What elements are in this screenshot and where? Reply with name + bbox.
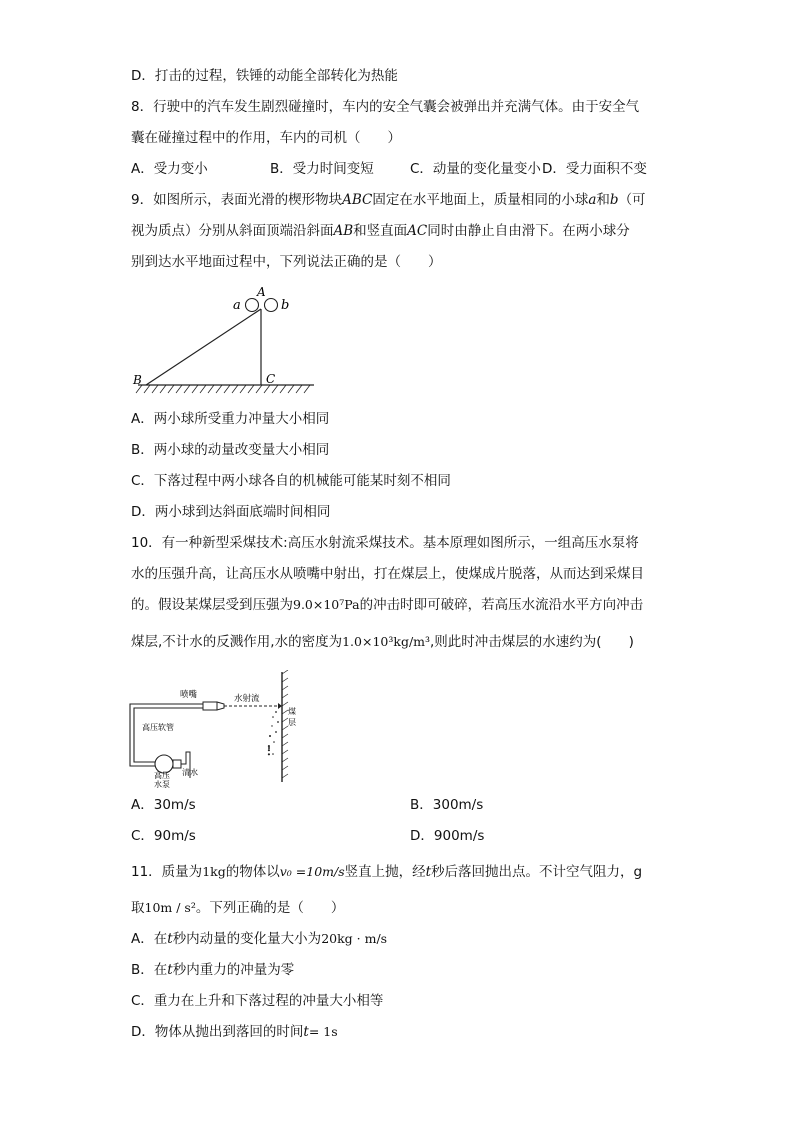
q8-option-d: D．受力面积不变 [542, 161, 647, 177]
q11-option-a: A．在t秒内动量的变化量大小为20kg · m/s [131, 931, 388, 947]
q10-stem-line-4: 煤层,不计水的反溅作用,水的密度为1.0×10³kg/m³,则此时冲击煤层的水速约为( ) [131, 634, 634, 650]
wedge-figure [128, 282, 318, 398]
q8-option-c: C．动量的变化量变小 [410, 161, 541, 177]
q8-stem-line-2: 囊在碰撞过程中的作用，车内的司机（ ） [131, 130, 401, 146]
q10-option-b: B．300m/s [410, 797, 484, 813]
label-b: b [281, 298, 290, 313]
label-coal-2: 层 [288, 718, 296, 727]
q10-stem-line-3: 的。假设某煤层受到压强为9.0×10⁷Pa的冲击时即可破碎，若高压水流沿水平方向冲击 [131, 597, 644, 613]
q11-option-d: D．物体从抛出到落回的时间t= 1s [131, 1024, 338, 1040]
label-water-jet: 水射流 [234, 694, 260, 704]
ball-a [246, 299, 259, 312]
q9-stem-line-2: 视为质点）分别从斜面顶端沿斜面AB和竖直面AC同时由静止自由滑下。在两小球分 [131, 223, 630, 239]
q9-option-a: A．两小球所受重力冲量大小相同 [131, 411, 330, 427]
q9-option-b: B．两小球的动量改变量大小相同 [131, 442, 330, 458]
q10-option-c: C．90m/s [131, 828, 196, 844]
q9-option-c: C．下落过程中两小球各自的机械能可能某时刻不相同 [131, 473, 451, 489]
label-B: B [133, 373, 142, 387]
svg-text:•••: ••• [264, 744, 272, 757]
q7-option-d: D．打击的过程，铁锤的动能全部转化为热能 [131, 68, 398, 84]
label-a: a [233, 298, 241, 313]
label-pump-2: 水泵 [154, 780, 170, 788]
label-nozzle: 喷嘴 [180, 690, 198, 700]
label-hose: 高压软管 [142, 723, 174, 732]
q10-stem-line-2: 水的压强升高，让高压水从喷嘴中射出，打在煤层上，使煤成片脱落，从而达到采煤目 [131, 566, 644, 582]
q11-stem-line-1: 11．质量为1kg的物体以v₀ =10m/s竖直上抛，经t秒后落回抛出点。不计空气阻力，g [131, 864, 643, 880]
q11-stem-line-2: 取10m / s²。下列正确的是（ ） [131, 900, 345, 916]
q10-stem-line-1: 10．有一种新型采煤技术:高压水射流采煤技术。基本原理如图所示，一组高压水泵将 [131, 535, 639, 551]
label-water: 清水 [182, 768, 198, 777]
label-A: A [257, 285, 266, 299]
label-C: C [266, 372, 276, 386]
q9-stem-line-3: 别到达水平地面过程中，下列说法正确的是（ ） [131, 254, 442, 270]
label-pump-1: 高压 [154, 771, 170, 780]
q8-option-b: B．受力时间变短 [270, 161, 374, 177]
q8-stem-line-1: 8．行驶中的汽车发生剧烈碰撞时，车内的安全气囊会被弹出并充满气体。由于安全气 [131, 99, 640, 115]
q11-option-b: B．在t秒内重力的冲量为零 [131, 962, 295, 978]
label-coal-1: 煤 [288, 707, 296, 716]
q10-option-a: A．30m/s [131, 797, 196, 813]
q9-option-d: D．两小球到达斜面底端时间相同 [131, 504, 331, 520]
water-jet-figure [128, 670, 308, 788]
ball-b [265, 299, 278, 312]
q9-stem-line-1: 9．如图所示，表面光滑的楔形物块ABC固定在水平地面上，质量相同的小球a和b（可 [131, 192, 646, 208]
q11-option-c: C．重力在上升和下落过程的冲量大小相等 [131, 993, 384, 1009]
q8-option-a: A．受力变小 [131, 161, 208, 177]
q10-option-d: D．900m/s [410, 828, 485, 844]
